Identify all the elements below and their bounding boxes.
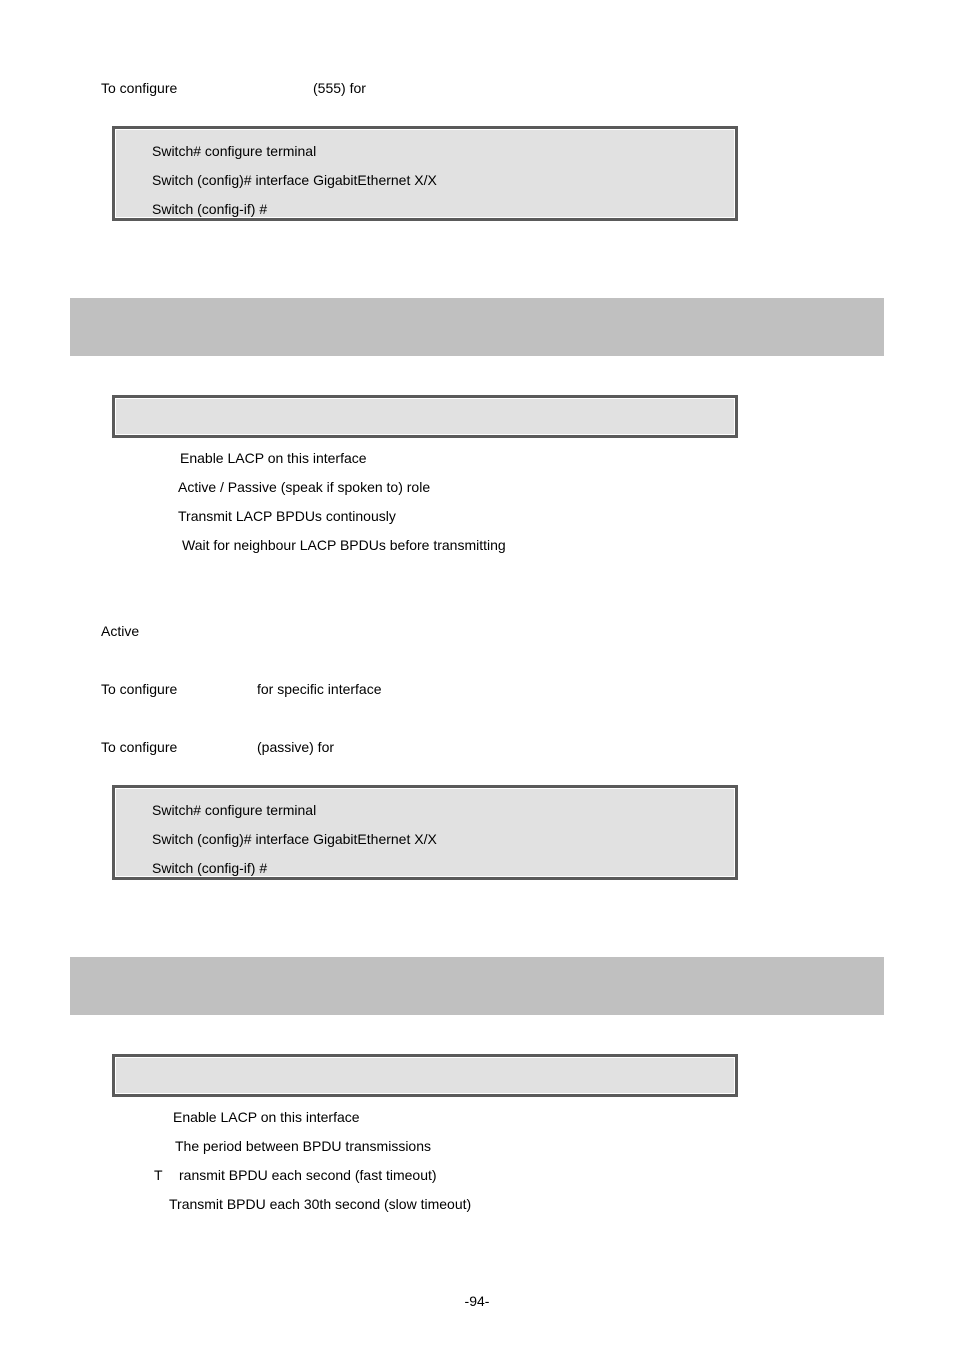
section-header-band: [70, 957, 884, 1015]
code-line: Switch (config)# interface GigabitEthernet X/X: [152, 172, 437, 188]
code-example-1: [112, 126, 738, 221]
default-value: Active: [101, 623, 140, 639]
param-description: The period between BPDU transmissions: [175, 1138, 432, 1154]
example-value: (555) for: [313, 80, 366, 96]
code-line: Switch# configure terminal: [152, 143, 317, 159]
page-number: -94-: [464, 1293, 490, 1309]
param-description: Enable LACP on this interface: [180, 450, 367, 466]
usage-text: for specific interface: [257, 681, 382, 697]
example-value: (passive) for: [257, 739, 335, 755]
syntax-box: [112, 395, 738, 438]
param-description: Active / Passive (speak if spoken to) role: [178, 479, 431, 495]
param-description: Transmit BPDU each 30th second (slow timeout): [169, 1196, 472, 1212]
example-label: To configure: [101, 80, 178, 96]
section-header-band: [70, 298, 884, 356]
code-line: Switch (config)# interface GigabitEthernet X/X: [152, 831, 437, 847]
code-line: Switch# configure terminal: [152, 802, 317, 818]
param-description: Wait for neighbour LACP BPDUs before transmitting: [182, 537, 506, 553]
usage-label: To configure: [101, 681, 178, 697]
code-line: Switch (config-if) #: [152, 201, 268, 217]
code-example-2: [112, 785, 738, 880]
param-description: ransmit BPDU each second (fast timeout): [179, 1167, 437, 1183]
param-description: Enable LACP on this interface: [173, 1109, 360, 1125]
example-label: To configure: [101, 739, 178, 755]
param-description: Transmit LACP BPDUs continously: [178, 508, 396, 524]
code-line: Switch (config-if) #: [152, 860, 268, 876]
syntax-box: [112, 1054, 738, 1097]
param-description-fragment: T: [154, 1167, 163, 1183]
